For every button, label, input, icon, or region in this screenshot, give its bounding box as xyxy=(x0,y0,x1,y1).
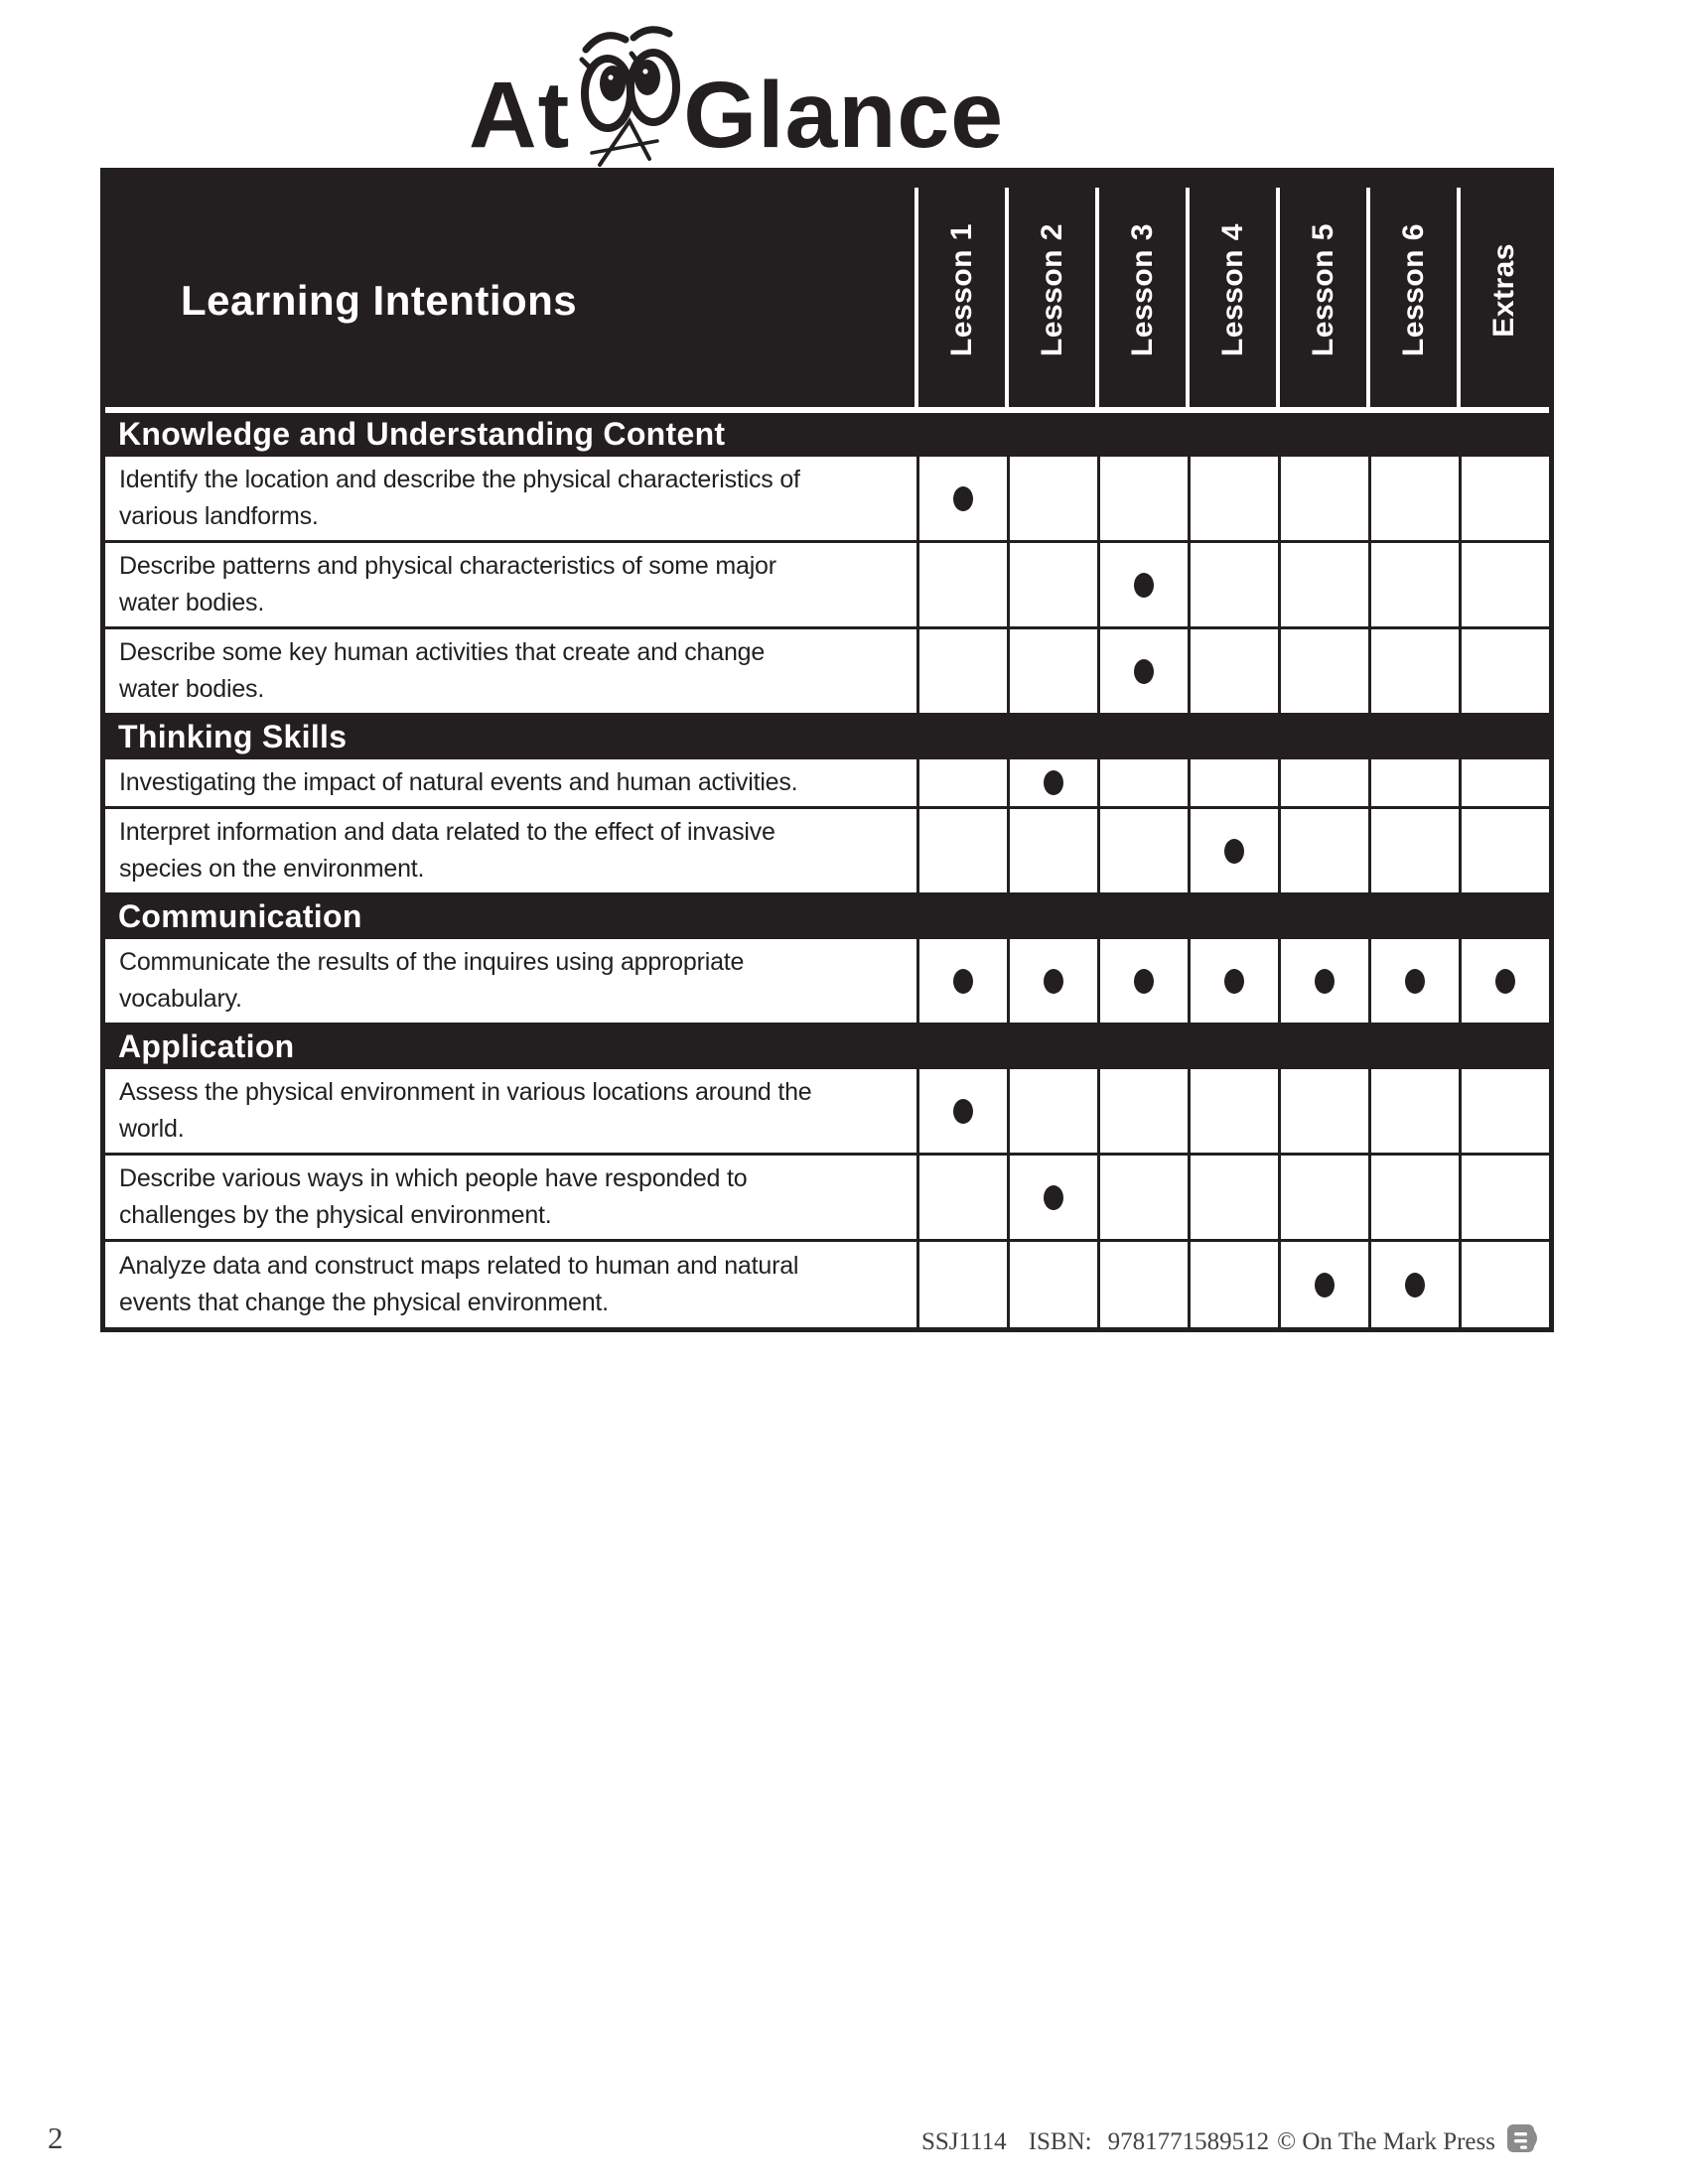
coverage-dot xyxy=(1405,1273,1425,1297)
column-header-label: Lesson 3 xyxy=(1125,222,1159,357)
lesson-mark-cell xyxy=(1188,939,1278,1023)
lesson-mark-cell xyxy=(916,1069,1007,1153)
copyright-text: © On The Mark Press xyxy=(1277,2127,1495,2155)
column-header-2 xyxy=(1007,173,1097,407)
coverage-dot xyxy=(1495,969,1515,994)
lesson-mark-cell xyxy=(1188,809,1278,892)
lesson-mark-cell xyxy=(916,629,1007,713)
lesson-mark-cell xyxy=(1097,939,1188,1023)
learning-intention-text: Interpret information and data related to the effect of invasive species on the environment. xyxy=(119,818,775,883)
column-separator xyxy=(1366,188,1370,407)
lesson-mark-cell xyxy=(1278,543,1368,626)
coverage-dot xyxy=(1044,770,1063,795)
lesson-mark-cell xyxy=(1188,457,1278,540)
coverage-dot xyxy=(1134,659,1154,684)
column-separator xyxy=(1005,188,1009,407)
lesson-mark-cell xyxy=(1188,1069,1278,1153)
lesson-mark-cell xyxy=(1007,809,1097,892)
learning-intention-text: Describe various ways in which people have responded to challenges by the physical environment. xyxy=(119,1164,748,1229)
column-header-label: Lesson 5 xyxy=(1306,222,1339,357)
lesson-mark-cell xyxy=(1007,1242,1097,1327)
section-header: Knowledge and Understanding Content xyxy=(105,413,1549,457)
lesson-mark-cell xyxy=(1459,809,1549,892)
lesson-mark-cell xyxy=(916,1156,1007,1239)
column-header-label: Lesson 6 xyxy=(1396,222,1430,357)
coverage-dot xyxy=(1134,969,1154,994)
lesson-mark-cell xyxy=(1188,1156,1278,1239)
coverage-dot xyxy=(953,969,973,994)
lesson-mark-cell xyxy=(1368,809,1459,892)
column-header-7 xyxy=(1459,173,1549,407)
lesson-mark-cell xyxy=(1097,1069,1188,1153)
lesson-mark-cell xyxy=(1278,1156,1368,1239)
lesson-mark-cell xyxy=(1097,759,1188,806)
lesson-mark-cell xyxy=(916,759,1007,806)
column-header-label: Lesson 1 xyxy=(944,222,978,357)
lesson-mark-cell xyxy=(1459,1069,1549,1153)
table-row xyxy=(105,809,1549,895)
at-a-glance-logo xyxy=(469,22,1005,168)
product-code: SSJ1114 xyxy=(921,2127,1007,2155)
lesson-mark-cell xyxy=(1278,939,1368,1023)
lesson-mark-cell xyxy=(1097,1242,1188,1327)
column-header-label: Lesson 2 xyxy=(1035,222,1068,357)
lesson-mark-cell xyxy=(1097,457,1188,540)
table-row xyxy=(105,1242,1549,1327)
isbn-label: ISBN: xyxy=(1028,2127,1092,2155)
lesson-mark-cell xyxy=(1278,629,1368,713)
lesson-mark-cell xyxy=(1278,457,1368,540)
column-header-4 xyxy=(1188,173,1278,407)
column-separator xyxy=(1457,188,1461,407)
section-header: Application xyxy=(105,1025,1549,1069)
lesson-mark-cell xyxy=(1278,809,1368,892)
lesson-mark-cell xyxy=(1368,759,1459,806)
column-header-1 xyxy=(916,173,1007,407)
coverage-dot xyxy=(953,1099,973,1124)
lesson-mark-cell xyxy=(1368,1069,1459,1153)
table-row xyxy=(105,759,1549,809)
coverage-dot xyxy=(1315,1273,1335,1297)
lesson-mark-cell xyxy=(1459,759,1549,806)
lesson-mark-cell xyxy=(916,939,1007,1023)
publisher-logo-icon xyxy=(1507,2122,1539,2161)
lesson-mark-cell xyxy=(1188,1242,1278,1327)
column-header-label: Extras xyxy=(1486,242,1520,338)
lesson-mark-cell xyxy=(1097,809,1188,892)
lesson-mark-cell xyxy=(1459,457,1549,540)
lesson-mark-cell xyxy=(1007,629,1097,713)
lesson-mark-cell xyxy=(1188,543,1278,626)
page-number: 2 xyxy=(48,2120,64,2155)
isbn-number: 9781771589512 xyxy=(1107,2127,1270,2155)
learning-intention-text: Analyze data and construct maps related to human and natural events that change the physical environment. xyxy=(119,1252,799,1316)
lesson-mark-cell xyxy=(1007,543,1097,626)
learning-intention-text: Communicate the results of the inquires using appropriate vocabulary. xyxy=(119,948,745,1013)
column-header-3 xyxy=(1097,173,1188,407)
lesson-mark-cell xyxy=(1459,629,1549,713)
coverage-dot xyxy=(1044,969,1063,994)
table-title: Learning Intentions xyxy=(181,277,578,324)
googly-eyes-icon xyxy=(570,22,683,163)
coverage-dot xyxy=(1134,573,1154,598)
lesson-mark-cell xyxy=(1368,543,1459,626)
coverage-dot xyxy=(1315,969,1335,994)
coverage-dot xyxy=(1044,1185,1063,1210)
column-separator xyxy=(914,188,918,407)
learning-intentions-table xyxy=(100,168,1554,1332)
lesson-mark-cell xyxy=(1368,1156,1459,1239)
lesson-mark-cell xyxy=(916,1242,1007,1327)
lesson-mark-cell xyxy=(1278,1069,1368,1153)
lesson-mark-cell xyxy=(1368,457,1459,540)
column-header-5 xyxy=(1278,173,1368,407)
table-row xyxy=(105,939,1549,1025)
column-separator xyxy=(1276,188,1280,407)
column-separator xyxy=(1095,188,1099,407)
lesson-mark-cell xyxy=(1278,759,1368,806)
lesson-mark-cell xyxy=(1459,939,1549,1023)
table-row xyxy=(105,629,1549,716)
table-row xyxy=(105,543,1549,629)
lesson-mark-cell xyxy=(916,809,1007,892)
section-header: Thinking Skills xyxy=(105,716,1549,759)
coverage-dot xyxy=(1224,839,1244,864)
learning-intention-text: Identify the location and describe the physical characteristics of various landforms. xyxy=(119,466,800,530)
lesson-mark-cell xyxy=(1368,629,1459,713)
table-row xyxy=(105,457,1549,543)
section-header: Communication xyxy=(105,895,1549,939)
lesson-mark-cell xyxy=(1097,1156,1188,1239)
lesson-mark-cell xyxy=(916,543,1007,626)
lesson-mark-cell xyxy=(1007,939,1097,1023)
learning-intention-text: Describe some key human activities that create and change water bodies. xyxy=(119,638,766,703)
lesson-mark-cell xyxy=(1097,629,1188,713)
coverage-dot xyxy=(1224,969,1244,994)
lesson-mark-cell xyxy=(1368,939,1459,1023)
logo-word-at: At xyxy=(469,63,571,168)
lesson-mark-cell xyxy=(1459,1242,1549,1327)
table-header xyxy=(105,173,1549,407)
lesson-mark-cell xyxy=(1278,1242,1368,1327)
lesson-mark-cell xyxy=(1188,759,1278,806)
column-header-label: Lesson 4 xyxy=(1215,222,1249,357)
logo-word-glance: Glance xyxy=(683,63,1005,168)
lesson-mark-cell xyxy=(1007,759,1097,806)
column-header-6 xyxy=(1368,173,1459,407)
lesson-mark-cell xyxy=(1097,543,1188,626)
learning-intention-text: Assess the physical environment in various locations around the world. xyxy=(119,1078,812,1143)
column-headers xyxy=(916,173,1549,407)
table-row xyxy=(105,1069,1549,1156)
lesson-mark-cell xyxy=(1459,1156,1549,1239)
lesson-mark-cell xyxy=(916,457,1007,540)
learning-intention-text: Investigating the impact of natural events and human activities. xyxy=(119,768,798,796)
lesson-mark-cell xyxy=(1007,1069,1097,1153)
footer-publisher-line xyxy=(921,2122,1539,2161)
lesson-mark-cell xyxy=(1459,543,1549,626)
lesson-mark-cell xyxy=(1368,1242,1459,1327)
table-body xyxy=(105,413,1549,1327)
lesson-mark-cell xyxy=(1007,1156,1097,1239)
column-separator xyxy=(1186,188,1190,407)
coverage-dot xyxy=(953,486,973,511)
table-row xyxy=(105,1156,1549,1242)
learning-intention-text: Describe patterns and physical characteristics of some major water bodies. xyxy=(119,552,776,616)
lesson-mark-cell xyxy=(1188,629,1278,713)
coverage-dot xyxy=(1405,969,1425,994)
lesson-mark-cell xyxy=(1007,457,1097,540)
